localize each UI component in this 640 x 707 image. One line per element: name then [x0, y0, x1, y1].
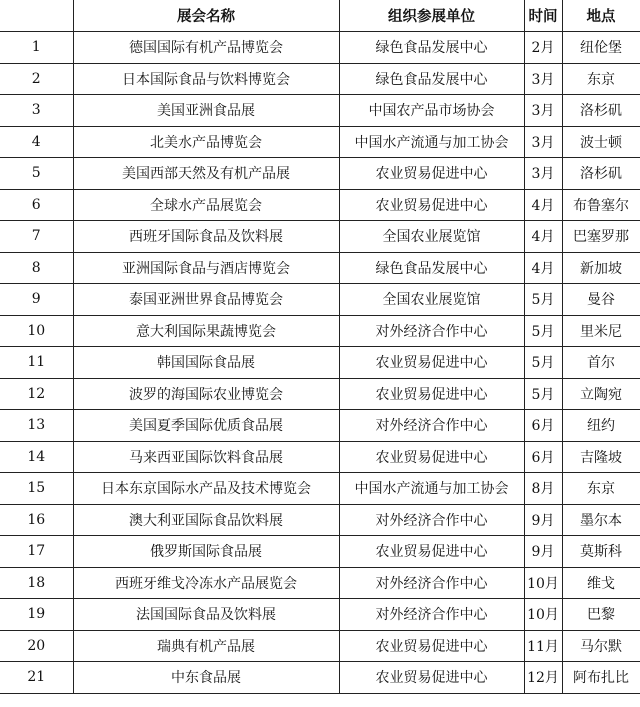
- cell-place: 莫斯科: [562, 536, 640, 568]
- cell-organizer: 农业贸易促进中心: [339, 378, 524, 410]
- header-time: 时间: [524, 0, 562, 32]
- cell-exhibition-name: 美国亚洲食品展: [73, 95, 339, 127]
- cell-index: 9: [0, 284, 73, 316]
- cell-time: 5月: [524, 378, 562, 410]
- cell-exhibition-name: 法国国际食品及饮料展: [73, 599, 339, 631]
- cell-place: 阿布扎比: [562, 662, 640, 694]
- table-row: [0, 63, 640, 95]
- cell-index: 16: [0, 504, 73, 536]
- cell-time: 4月: [524, 189, 562, 221]
- cell-exhibition-name: 马来西亚国际饮料食品展: [73, 441, 339, 473]
- cell-index: 10: [0, 315, 73, 347]
- table-row: [0, 315, 640, 347]
- cell-place: 吉隆坡: [562, 441, 640, 473]
- cell-time: 3月: [524, 126, 562, 158]
- table-row: [0, 189, 640, 221]
- table-row: [0, 221, 640, 253]
- cell-place: 立陶宛: [562, 378, 640, 410]
- cell-index: 19: [0, 599, 73, 631]
- cell-time: 11月: [524, 630, 562, 662]
- table-row: [0, 284, 640, 316]
- table-row: [0, 441, 640, 473]
- table-row: [0, 126, 640, 158]
- cell-time: 3月: [524, 95, 562, 127]
- cell-time: 5月: [524, 347, 562, 379]
- cell-time: 9月: [524, 536, 562, 568]
- table-row: [0, 504, 640, 536]
- table-row: [0, 252, 640, 284]
- cell-place: 纽约: [562, 410, 640, 442]
- cell-exhibition-name: 西班牙维戈冷冻水产品展览会: [73, 567, 339, 599]
- table-row: [0, 95, 640, 127]
- cell-index: 15: [0, 473, 73, 505]
- header-place: 地点: [562, 0, 640, 32]
- cell-index: 8: [0, 252, 73, 284]
- cell-time: 2月: [524, 32, 562, 64]
- cell-index: 20: [0, 630, 73, 662]
- cell-place: 新加坡: [562, 252, 640, 284]
- cell-exhibition-name: 德国国际有机产品博览会: [73, 32, 339, 64]
- cell-place: 马尔默: [562, 630, 640, 662]
- cell-index: 21: [0, 662, 73, 694]
- cell-time: 9月: [524, 504, 562, 536]
- cell-place: 东京: [562, 473, 640, 505]
- cell-organizer: 农业贸易促进中心: [339, 189, 524, 221]
- cell-time: 3月: [524, 63, 562, 95]
- cell-index: 11: [0, 347, 73, 379]
- table-row: [0, 536, 640, 568]
- cell-organizer: 绿色食品发展中心: [339, 63, 524, 95]
- cell-exhibition-name: 北美水产品博览会: [73, 126, 339, 158]
- cell-index: 4: [0, 126, 73, 158]
- header-row: [0, 0, 640, 32]
- cell-organizer: 农业贸易促进中心: [339, 441, 524, 473]
- cell-exhibition-name: 中东食品展: [73, 662, 339, 694]
- cell-organizer: 对外经济合作中心: [339, 315, 524, 347]
- cell-organizer: 绿色食品发展中心: [339, 32, 524, 64]
- cell-index: 6: [0, 189, 73, 221]
- table-row: [0, 662, 640, 694]
- cell-exhibition-name: 西班牙国际食品及饮料展: [73, 221, 339, 253]
- cell-organizer: 农业贸易促进中心: [339, 347, 524, 379]
- cell-organizer: 中国水产流通与加工协会: [339, 473, 524, 505]
- cell-time: 4月: [524, 221, 562, 253]
- cell-place: 纽伦堡: [562, 32, 640, 64]
- cell-exhibition-name: 波罗的海国际农业博览会: [73, 378, 339, 410]
- cell-exhibition-name: 日本东京国际水产品及技术博览会: [73, 473, 339, 505]
- cell-organizer: 对外经济合作中心: [339, 599, 524, 631]
- cell-place: 洛杉矶: [562, 158, 640, 190]
- cell-time: 10月: [524, 599, 562, 631]
- cell-place: 波士顿: [562, 126, 640, 158]
- header-name: 展会名称: [73, 0, 339, 32]
- cell-exhibition-name: 俄罗斯国际食品展: [73, 536, 339, 568]
- cell-index: 17: [0, 536, 73, 568]
- cell-time: 6月: [524, 441, 562, 473]
- cell-exhibition-name: 泰国亚洲世界食品博览会: [73, 284, 339, 316]
- cell-time: 6月: [524, 410, 562, 442]
- cell-exhibition-name: 美国夏季国际优质食品展: [73, 410, 339, 442]
- cell-time: 4月: [524, 252, 562, 284]
- cell-time: 5月: [524, 315, 562, 347]
- table-body: [0, 32, 640, 694]
- cell-index: 18: [0, 567, 73, 599]
- cell-exhibition-name: 亚洲国际食品与酒店博览会: [73, 252, 339, 284]
- cell-exhibition-name: 日本国际食品与饮料博览会: [73, 63, 339, 95]
- table-row: [0, 378, 640, 410]
- cell-place: 布鲁塞尔: [562, 189, 640, 221]
- cell-organizer: 对外经济合作中心: [339, 504, 524, 536]
- cell-organizer: 全国农业展览馆: [339, 221, 524, 253]
- cell-index: 5: [0, 158, 73, 190]
- cell-index: 1: [0, 32, 73, 64]
- cell-place: 里米尼: [562, 315, 640, 347]
- cell-time: 10月: [524, 567, 562, 599]
- cell-time: 3月: [524, 158, 562, 190]
- cell-organizer: 对外经济合作中心: [339, 410, 524, 442]
- cell-place: 墨尔本: [562, 504, 640, 536]
- cell-index: 2: [0, 63, 73, 95]
- table-row: [0, 347, 640, 379]
- cell-organizer: 中国农产品市场协会: [339, 95, 524, 127]
- cell-organizer: 农业贸易促进中心: [339, 536, 524, 568]
- cell-organizer: 农业贸易促进中心: [339, 158, 524, 190]
- cell-index: 7: [0, 221, 73, 253]
- cell-exhibition-name: 全球水产品展览会: [73, 189, 339, 221]
- cell-organizer: 对外经济合作中心: [339, 567, 524, 599]
- cell-place: 巴塞罗那: [562, 221, 640, 253]
- cell-place: 巴黎: [562, 599, 640, 631]
- cell-place: 洛杉矶: [562, 95, 640, 127]
- cell-index: 3: [0, 95, 73, 127]
- table-row: [0, 32, 640, 64]
- cell-organizer: 绿色食品发展中心: [339, 252, 524, 284]
- cell-exhibition-name: 瑞典有机产品展: [73, 630, 339, 662]
- table-row: [0, 473, 640, 505]
- cell-time: 12月: [524, 662, 562, 694]
- table-row: [0, 158, 640, 190]
- header-org: 组织参展单位: [339, 0, 524, 32]
- cell-organizer: 农业贸易促进中心: [339, 662, 524, 694]
- table-row: [0, 630, 640, 662]
- cell-index: 13: [0, 410, 73, 442]
- cell-exhibition-name: 美国西部天然及有机产品展: [73, 158, 339, 190]
- cell-organizer: 中国水产流通与加工协会: [339, 126, 524, 158]
- cell-time: 5月: [524, 284, 562, 316]
- cell-place: 维戈: [562, 567, 640, 599]
- cell-index: 12: [0, 378, 73, 410]
- cell-time: 8月: [524, 473, 562, 505]
- cell-organizer: 农业贸易促进中心: [339, 630, 524, 662]
- cell-exhibition-name: 意大利国际果蔬博览会: [73, 315, 339, 347]
- cell-place: 东京: [562, 63, 640, 95]
- table-row: [0, 567, 640, 599]
- cell-index: 14: [0, 441, 73, 473]
- table-row: [0, 599, 640, 631]
- table-row: [0, 410, 640, 442]
- cell-exhibition-name: 澳大利亚国际食品饮料展: [73, 504, 339, 536]
- cell-place: 曼谷: [562, 284, 640, 316]
- header-index: [0, 0, 73, 32]
- cell-organizer: 全国农业展览馆: [339, 284, 524, 316]
- cell-place: 首尔: [562, 347, 640, 379]
- cell-exhibition-name: 韩国国际食品展: [73, 347, 339, 379]
